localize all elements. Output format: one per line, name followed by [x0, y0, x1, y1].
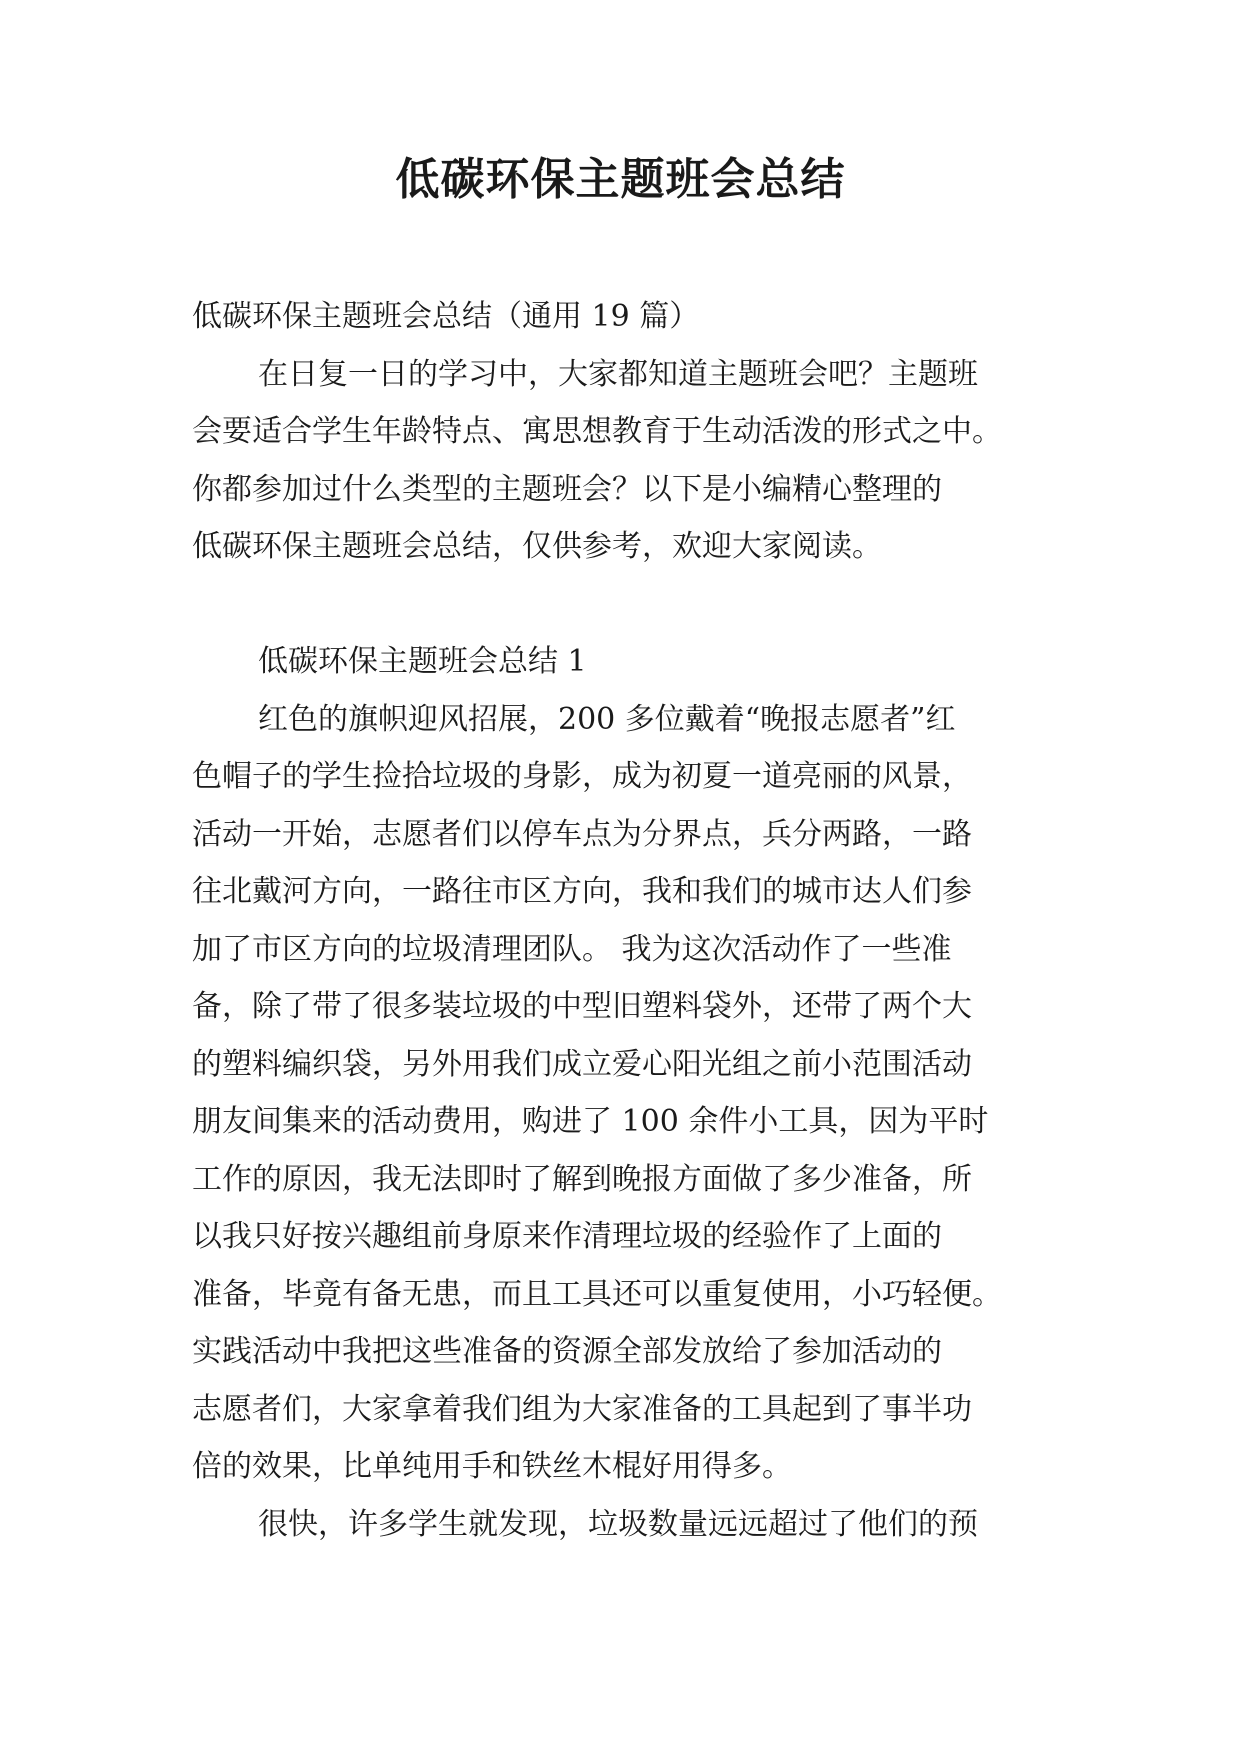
paragraph-line: 倍的效果，比单纯用手和铁丝木棍好用得多。: [192, 1449, 792, 1484]
intro-line: 低碳环保主题班会总结，仅供参考，欢迎大家阅读。: [192, 529, 882, 564]
paragraph-line: 红色的旗帜迎风招展，200 多位戴着“晚报志愿者”红: [258, 701, 956, 737]
paragraph-line: 备，除了带了很多装垃圾的中型旧塑料袋外，还带了两个大: [192, 989, 972, 1024]
intro-line: 你都参加过什么类型的主题班会？以下是小编精心整理的: [192, 471, 942, 507]
paragraph-line: 工作的原因，我无法即时了解到晚报方面做了多少准备，所: [192, 1161, 972, 1197]
paragraph-line: 活动一开始，志愿者们以停车点为分界点，兵分两路，一路: [192, 816, 972, 852]
section-heading: 低碳环保主题班会总结 1: [258, 644, 587, 679]
paragraph-gap: [192, 576, 1057, 634]
paragraph-line: 志愿者们，大家拿着我们组为大家准备的工具起到了事半功: [192, 1391, 972, 1427]
document-title: 低碳环保主题班会总结: [395, 154, 846, 205]
paragraph-line: 的塑料编织袋，另外用我们成立爱心阳光组之前小范围活动: [192, 1046, 972, 1082]
paragraph-line: 很快，许多学生就发现，垃圾数量远远超过了他们的预: [258, 1506, 978, 1542]
paragraph-line: 加了市区方向的垃圾清理团队。 我为这次活动作了一些准: [192, 931, 952, 967]
paragraph-line: 实践活动中我把这些准备的资源全部发放给了参加活动的: [192, 1334, 942, 1369]
paragraph-line: 朋友间集来的活动费用，购进了 100 余件小工具，因为平时: [192, 1104, 989, 1139]
document-body: [192, 288, 1057, 1553]
paragraph-line: 准备，毕竟有备无患，而且工具还可以重复使用，小巧轻便。: [192, 1276, 1002, 1312]
document-subtitle: 低碳环保主题班会总结（通用 19 篇）: [192, 299, 700, 334]
paragraph-line: 色帽子的学生捡拾垃圾的身影，成为初夏一道亮丽的风景，: [192, 759, 972, 794]
paragraph-line: 往北戴河方向，一路往市区方向，我和我们的城市达人们参: [192, 874, 972, 909]
intro-line: 在日复一日的学习中，大家都知道主题班会吧？主题班: [258, 356, 978, 392]
paragraph-line: 以我只好按兴趣组前身原来作清理垃圾的经验作了上面的: [192, 1219, 942, 1254]
intro-line: 会要适合学生年龄特点、寓思想教育于生动活泼的形式之中。: [192, 414, 1002, 449]
